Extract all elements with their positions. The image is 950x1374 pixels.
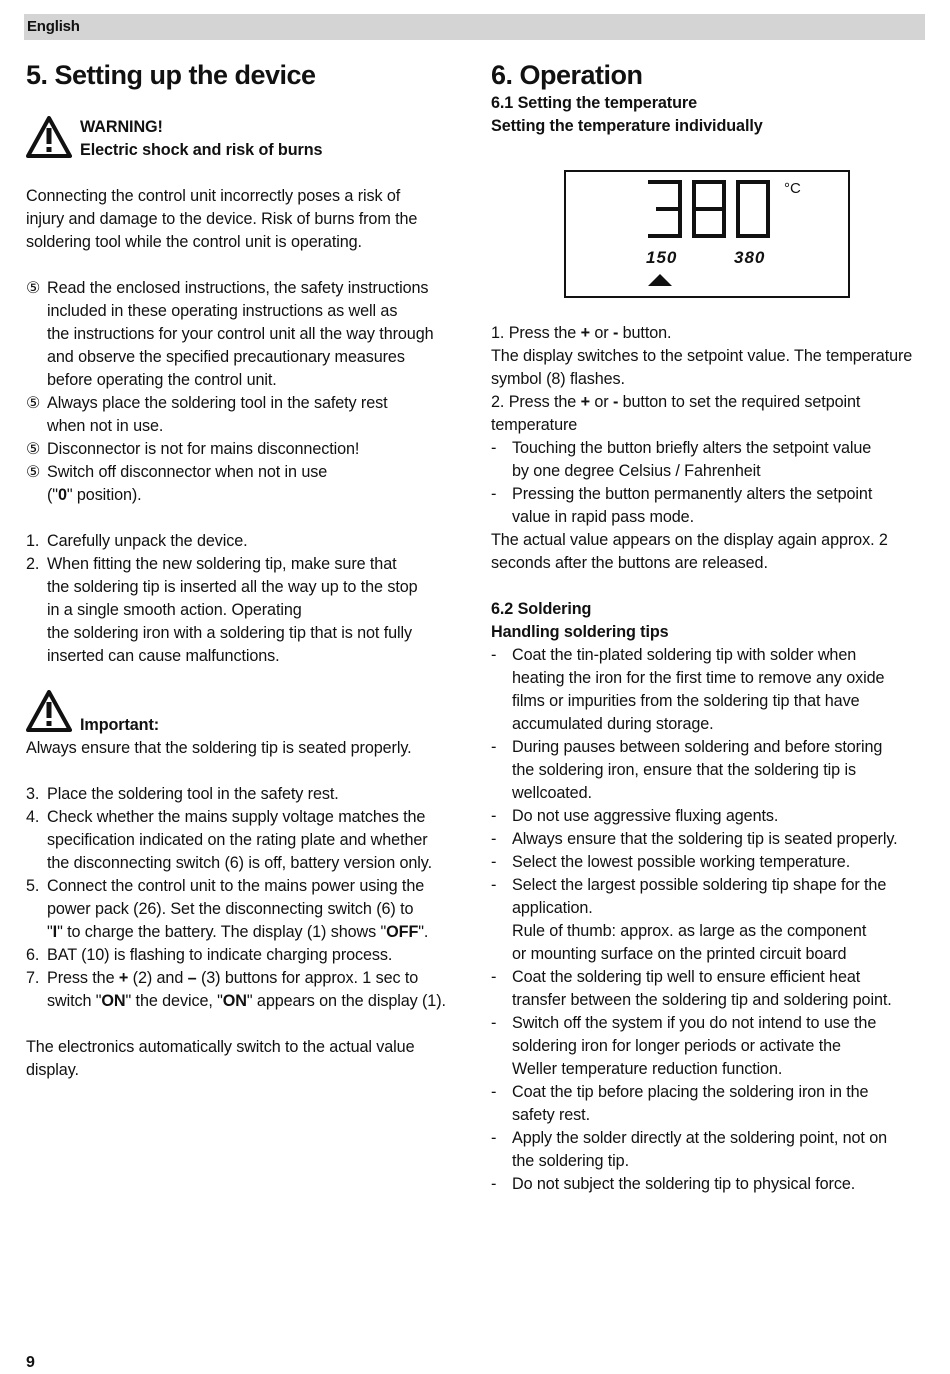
bullet-line: soldering iron for longer periods or activate the — [512, 1037, 841, 1055]
instruction-line: 2. Press the + or - button to set the required setpoint — [491, 393, 861, 411]
important-block — [26, 714, 466, 737]
safety-marker: ⑤ — [26, 394, 41, 412]
bullet-dash: - — [491, 876, 497, 894]
bullet-line: the soldering tip. — [512, 1152, 629, 1170]
bullet-line: Do not use aggressive fluxing agents. — [512, 807, 779, 825]
bullet-dash: - — [491, 807, 497, 825]
language-bar — [24, 14, 925, 40]
soldering-subtitle: Handling soldering tips — [491, 623, 669, 641]
warning-block — [26, 116, 466, 162]
bullet-dash: - — [491, 1083, 497, 1101]
bullet-dash: - — [491, 1129, 497, 1147]
bullet-item — [491, 805, 931, 828]
bullet-dash: - — [491, 853, 497, 871]
safety-line: Read the enclosed instructions, the safety instructions — [47, 279, 429, 297]
soldering-bullets — [491, 644, 931, 1196]
step-line: the soldering iron with a soldering tip that is not fully — [47, 624, 413, 642]
instruction-line: temperature — [491, 416, 578, 434]
step-number: 2. — [26, 555, 40, 573]
bullet-line: Switch off the system if you do not intend to use the — [512, 1014, 877, 1032]
closing-line: display. — [26, 1061, 79, 1079]
safety-line: Always place the soldering tool in the safety rest — [47, 394, 388, 412]
intro-line: injury and damage to the device. Risk of burns from the — [26, 210, 418, 228]
warning-triangle-icon — [26, 116, 72, 158]
lcd-main-value — [646, 178, 776, 240]
lcd-display — [564, 170, 850, 298]
bullet-line: Coat the soldering tip well to ensure efficient heat — [512, 968, 861, 986]
bullet-dash: - — [491, 968, 497, 986]
bullet-item — [491, 1081, 931, 1127]
bullet-dash: - — [491, 1175, 497, 1193]
bullet-dash: - — [491, 646, 497, 664]
step-item — [26, 806, 466, 875]
bullet-line: transfer between the soldering tip and soldering point. — [512, 991, 892, 1009]
bullet-line: or mounting surface on the printed circuit board — [512, 945, 847, 963]
bullet-dash: - — [491, 738, 497, 756]
bullet-line: Rule of thumb: approx. as large as the component — [512, 922, 867, 940]
step-item — [26, 875, 466, 944]
step-item — [26, 967, 466, 1013]
step-line: Press the + (2) and – (3) buttons for approx. 1 sec to — [47, 969, 419, 987]
safety-line: included in these operating instructions as well as — [47, 302, 398, 320]
bullet-item — [491, 828, 931, 851]
bullet-line: Touching the button briefly alters the setpoint value — [512, 439, 872, 457]
bullet-line: wellcoated. — [512, 784, 592, 802]
bullet-item — [491, 1127, 931, 1173]
step-line: "I" to charge the battery. The display (1) shows "OFF". — [47, 923, 429, 941]
safety-line: the instructions for your control unit all the way through — [47, 325, 434, 343]
safety-line: ("0" position). — [47, 486, 142, 504]
step-line: Check whether the mains supply voltage matches the — [47, 808, 426, 826]
bullet-line: application. — [512, 899, 593, 917]
safety-item — [26, 277, 466, 392]
bullet-line: Do not subject the soldering tip to physical force. — [512, 1175, 856, 1193]
important-heading: Important: — [80, 716, 160, 734]
lcd-unit-label: °C — [784, 180, 801, 197]
step-line: Place the soldering tool in the safety rest. — [47, 785, 339, 803]
bullet-line: heating the iron for the first time to remove any oxide — [512, 669, 885, 687]
instruction-line: symbol (8) flashes. — [491, 370, 625, 388]
step-number: 5. — [26, 877, 40, 895]
step-line: the disconnecting switch (6) is off, battery version only. — [47, 854, 432, 872]
bullet-line: Apply the solder directly at the soldering point, not on — [512, 1129, 888, 1147]
section-title-setup: 5. Setting up the device — [26, 60, 316, 90]
instruction-line: The actual value appears on the display again approx. 2 — [491, 531, 888, 549]
bullet-item — [491, 1173, 931, 1196]
soldering-title: 6.2 Soldering — [491, 600, 592, 618]
warning-triangle-icon — [26, 690, 72, 732]
step-number: 1. — [26, 532, 40, 550]
bullet-line: value in rapid pass mode. — [512, 508, 694, 526]
step-number: 7. — [26, 969, 40, 987]
bullet-item — [491, 1012, 931, 1081]
step-line: BAT (10) is flashing to indicate charging process. — [47, 946, 393, 964]
lcd-low-value: 150 — [646, 248, 678, 267]
step-line: When fitting the new soldering tip, make sure that — [47, 555, 397, 573]
bullet-line: During pauses between soldering and before storing — [512, 738, 883, 756]
section-title-operation: 6. Operation — [491, 60, 643, 90]
bullet-dash: - — [491, 1014, 497, 1032]
bullet-item — [491, 644, 931, 736]
lcd-up-arrow-icon — [648, 274, 672, 286]
step-line: the soldering tip is inserted all the way up to the stop — [47, 578, 418, 596]
subsection-subtitle: Setting the temperature individually — [491, 117, 763, 135]
subsection-title: 6.1 Setting the temperature — [491, 94, 697, 112]
page-number: 9 — [26, 1354, 35, 1371]
step-item — [26, 783, 466, 806]
language-label: English — [27, 18, 80, 35]
safety-line: Switch off disconnector when not in use — [47, 463, 328, 481]
bullet-item — [491, 437, 931, 483]
step-item — [26, 553, 466, 668]
warning-subheading: Electric shock and risk of burns — [80, 141, 323, 159]
intro-line: soldering tool while the control unit is operating. — [26, 233, 362, 251]
bullet-item — [491, 483, 931, 529]
steps-list-b — [26, 783, 466, 1013]
safety-item — [26, 461, 466, 507]
intro-paragraph — [26, 185, 466, 254]
right-column — [491, 58, 931, 1196]
safety-line: and observe the specified precautionary measures — [47, 348, 405, 366]
safety-line: Disconnector is not for mains disconnection! — [47, 440, 360, 458]
step-line: power pack (26). Set the disconnecting switch (6) to — [47, 900, 414, 918]
safety-line: before operating the control unit. — [47, 371, 277, 389]
instruction-line: seconds after the buttons are released. — [491, 554, 768, 572]
safety-list — [26, 277, 466, 507]
left-column — [26, 58, 466, 1082]
step-number: 4. — [26, 808, 40, 826]
step-line: Carefully unpack the device. — [47, 532, 248, 550]
bullet-item — [491, 851, 931, 874]
bullet-item — [491, 966, 931, 1012]
bullet-line: Coat the tip before placing the soldering iron in the — [512, 1083, 869, 1101]
setpoint-bullets — [491, 437, 931, 529]
bullet-line: the soldering iron, ensure that the soldering tip is — [512, 761, 856, 779]
bullet-dash: - — [491, 830, 497, 848]
step-line: in a single smooth action. Operating — [47, 601, 302, 619]
bullet-line: Select the largest possible soldering tip shape for the — [512, 876, 887, 894]
step-line: specification indicated on the rating plate and whether — [47, 831, 428, 849]
bullet-line: Pressing the button permanently alters the setpoint — [512, 485, 873, 503]
instruction-line: 1. Press the + or - button. — [491, 324, 672, 342]
safety-line: when not in use. — [47, 417, 164, 435]
step-item — [26, 530, 466, 553]
step-number: 3. — [26, 785, 40, 803]
intro-line: Connecting the control unit incorrectly poses a risk of — [26, 187, 401, 205]
bullet-dash: - — [491, 439, 497, 457]
bullet-item — [491, 874, 931, 966]
bullet-dash: - — [491, 485, 497, 503]
bullet-line: Always ensure that the soldering tip is seated properly. — [512, 830, 898, 848]
step-item — [26, 944, 466, 967]
step-line: Connect the control unit to the mains power using the — [47, 877, 425, 895]
warning-heading: WARNING! — [80, 118, 163, 136]
important-text: Always ensure that the soldering tip is seated properly. — [26, 739, 412, 757]
safety-marker: ⑤ — [26, 440, 41, 458]
bullet-line: Coat the tin-plated soldering tip with solder when — [512, 646, 857, 664]
bullet-line: accumulated during storage. — [512, 715, 714, 733]
safety-marker: ⑤ — [26, 463, 41, 481]
bullet-line: films or impurities from the soldering tip that have — [512, 692, 860, 710]
safety-item — [26, 438, 466, 461]
closing-line: The electronics automatically switch to the actual value — [26, 1038, 415, 1056]
bullet-line: by one degree Celsius / Fahrenheit — [512, 462, 761, 480]
safety-marker: ⑤ — [26, 279, 41, 297]
bullet-line: safety rest. — [512, 1106, 590, 1124]
step-number: 6. — [26, 946, 40, 964]
lcd-high-value: 380 — [734, 248, 766, 267]
bullet-line: Weller temperature reduction function. — [512, 1060, 783, 1078]
safety-item — [26, 392, 466, 438]
step-line: inserted can cause malfunctions. — [47, 647, 280, 665]
bullet-item — [491, 736, 931, 805]
steps-list-a — [26, 530, 466, 668]
step-line: switch "ON" the device, "ON" appears on the display (1). — [47, 992, 446, 1010]
instruction-line: The display switches to the setpoint value. The temperature — [491, 347, 913, 365]
bullet-line: Select the lowest possible working temperature. — [512, 853, 851, 871]
